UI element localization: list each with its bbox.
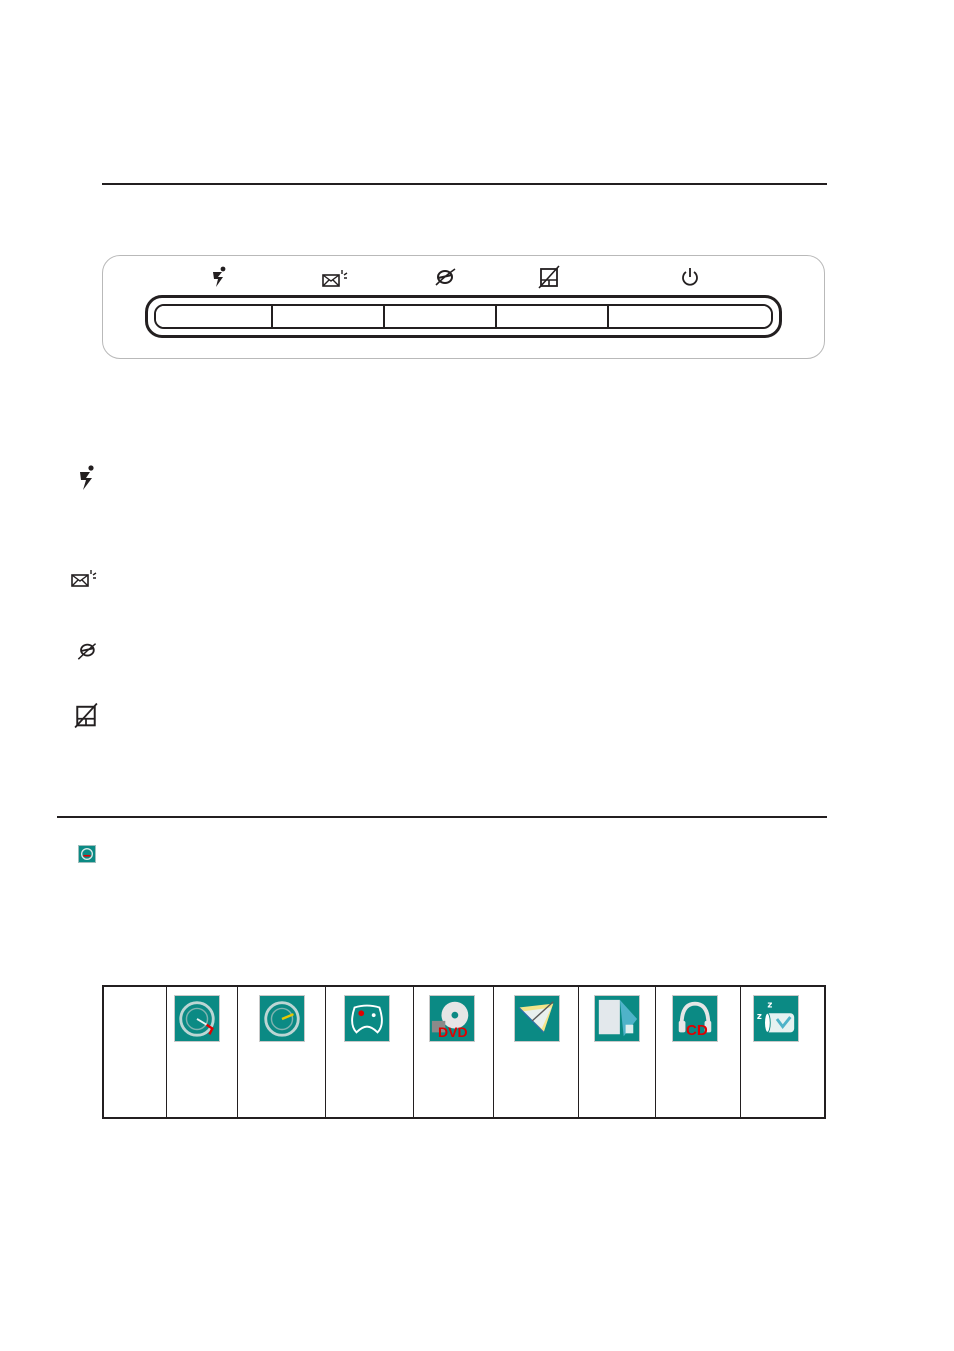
power-button[interactable] [609,306,771,327]
super-performance-mode-icon [174,995,220,1042]
presentation-mode-icon [514,995,560,1042]
table-column-divider [166,987,167,1117]
internet-icon [433,266,457,288]
table-column-divider [237,987,238,1117]
table-column-divider [578,987,579,1117]
internet-icon [75,641,98,661]
battery-saving-mode-icon [594,995,640,1042]
power4-gear-icon [210,266,230,288]
dvd-label: DVD [438,1024,468,1040]
high-performance-mode-icon [259,995,305,1042]
email-button[interactable] [273,306,385,327]
dvd-mode-icon [429,995,475,1042]
table-column-divider [740,987,741,1117]
table-column-divider [493,987,494,1117]
power4-gear-icon [77,465,97,491]
table-column-divider [413,987,414,1117]
email-icon [71,568,98,588]
sleep-mode-icon [753,995,799,1042]
table-column-divider [325,987,326,1117]
power4-gear-button[interactable] [156,306,273,327]
table-column-divider [655,987,656,1117]
power-icon [680,267,700,288]
touchpad-lock-icon [74,702,98,729]
internet-button[interactable] [385,306,497,327]
touchpad-lock-button[interactable] [497,306,609,327]
svg-text:z: z [767,1000,773,1011]
audio-cd-mode-icon [672,995,718,1042]
touchpad-lock-icon [538,265,560,289]
power-modes-table [102,985,826,1119]
hotkey-button-bar [145,295,782,338]
power4-gear-taskbar-icon[interactable] [78,845,96,863]
game-mode-icon [344,995,390,1042]
hotkey-button-row [154,304,773,329]
svg-text:z: z [756,1011,762,1022]
cd-label: CD [686,1022,708,1039]
top-divider [102,183,827,185]
email-icon [322,268,348,288]
section-divider [57,816,827,818]
